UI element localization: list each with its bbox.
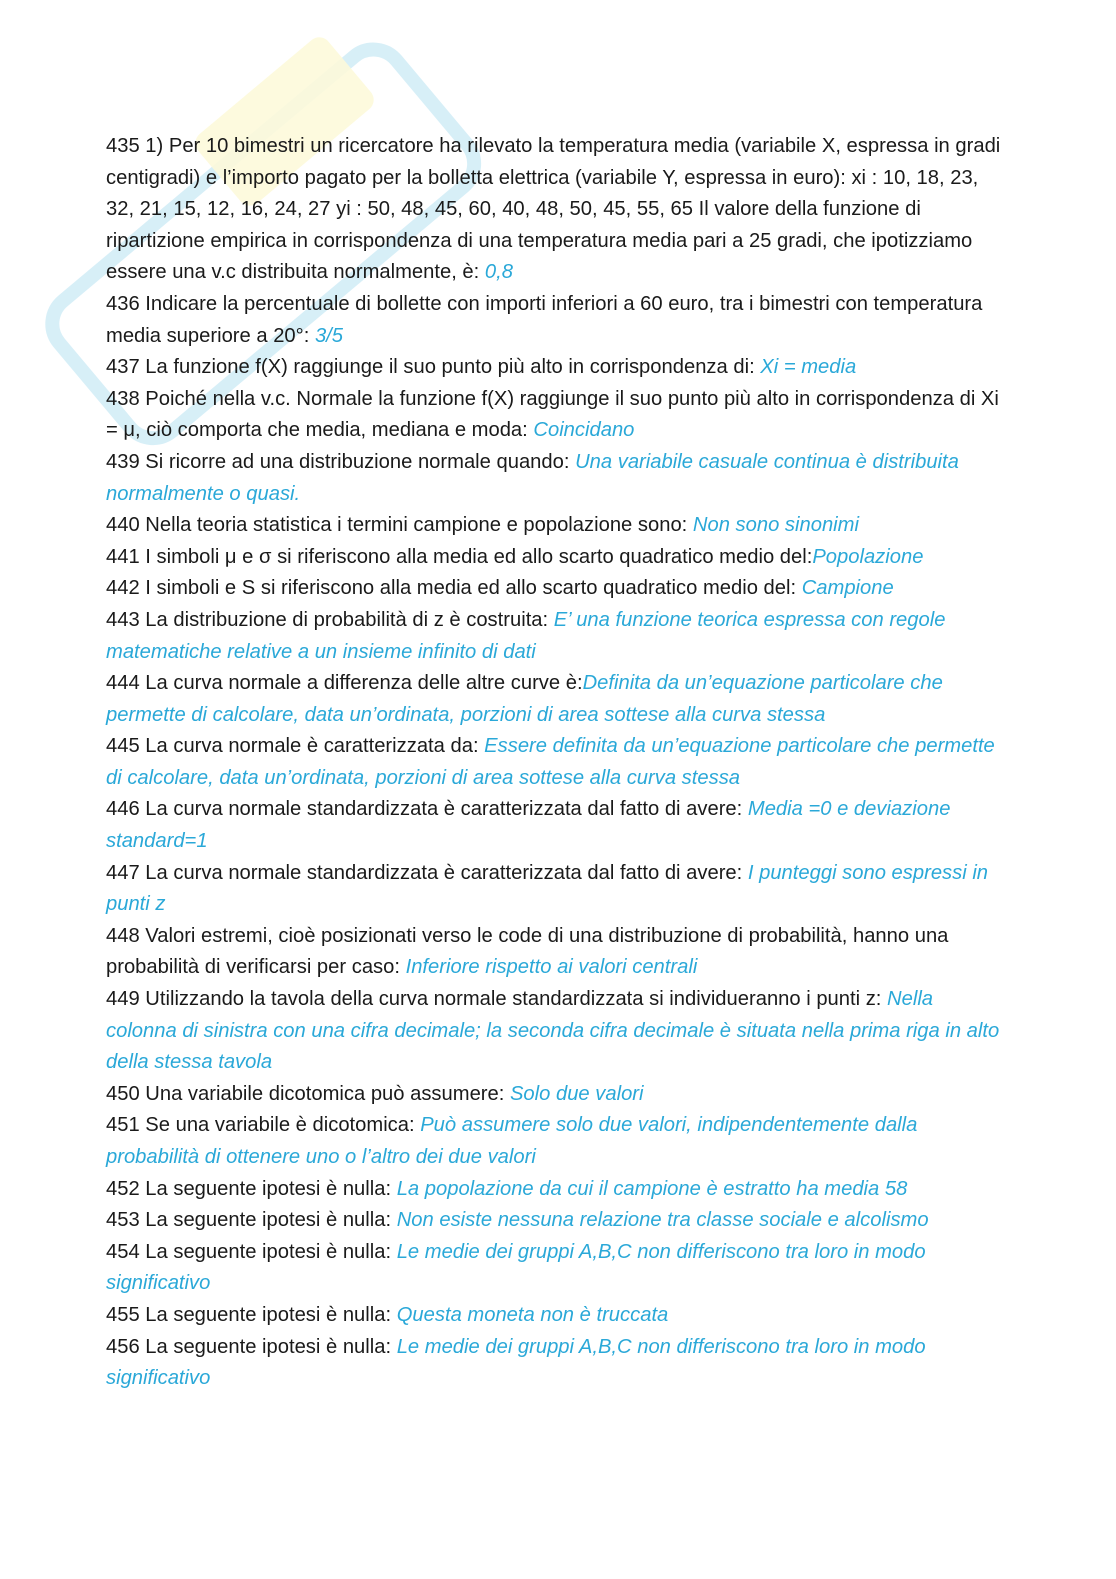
question-text: 435 1) Per 10 bimestri un ricercatore ha rilevato la temperatura media (variabile X, espressa in gradi centigradi) e l’importo pagato per la bolletta elettrica (variabile Y, espressa in euro): xi : 10, 18, 23, 32, 21, 15, 12, 16, 24, 27 yi : 50, 48, 45, 60, 40, 48, 50, 45, 55, 65 Il valore della funzione di ripartizione empirica in corrispondenza di una temperatura media pari a 25 gradi, che ipotizziamo essere una v.c distribuita normalmente, è:: [106, 135, 1001, 284]
answer-text: Definita da un’equazione particolare che permette di calcolare, data un’ordinata, porzioni di area sottese alla curva stessa: [106, 672, 943, 726]
qa-list: [106, 131, 1006, 1395]
answer-text: 3/5: [314, 324, 344, 347]
qa-item: [106, 542, 1006, 574]
qa-item: [106, 1205, 1006, 1237]
question-text: 453 La seguente ipotesi è nulla:: [106, 1209, 397, 1232]
answer-text: Nella colonna di sinistra con una cifra decimale; la seconda cifra decimale è situata nella prima riga in alto della stessa tavola: [106, 988, 1000, 1074]
answer-text: E’ una funzione teorica espressa con regole matematiche relative a un insieme infinito di dati: [106, 608, 946, 663]
answer-text: Popolazione: [812, 545, 924, 568]
qa-item: [106, 573, 1006, 605]
qa-item: [106, 1079, 1006, 1111]
question-text: 454 La seguente ipotesi è nulla:: [106, 1240, 397, 1263]
qa-item: [106, 384, 1006, 447]
answer-text: I punteggi sono espressi in punti z: [106, 861, 989, 916]
qa-item: [106, 1332, 1006, 1395]
qa-item: [106, 731, 1006, 794]
question-text: 452 La seguente ipotesi è nulla:: [106, 1177, 397, 1200]
question-text: 437 La funzione f(X) raggiunge il suo punto più alto in corrispondenza di:: [106, 356, 761, 379]
qa-item: [106, 1237, 1006, 1300]
answer-text: Le medie dei gruppi A,B,C non differiscono tra loro in modo significativo: [106, 1335, 926, 1390]
qa-item: [106, 605, 1006, 668]
question-text: 438 Poiché nella v.c. Normale la funzione f(X) raggiunge il suo punto più alto in corrispondenza di Xi = μ, ciò comporta che media, mediana e moda:: [106, 387, 999, 442]
qa-item: [106, 131, 1006, 289]
answer-text: Può assumere solo due valori, indipendentemente dalla probabilità di ottenere uno o l’altro dei due valori: [106, 1114, 918, 1168]
question-text: 442 I simboli e S si riferiscono alla media ed allo scarto quadratico medio del:: [106, 577, 802, 600]
question-text: 444 La curva normale a differenza delle altre curve è:: [106, 672, 583, 695]
question-text: 456 La seguente ipotesi è nulla:: [106, 1335, 397, 1358]
question-text: 450 Una variabile dicotomica può assumere:: [106, 1082, 510, 1105]
answer-text: Solo due valori: [509, 1082, 644, 1105]
question-text: 446 La curva normale standardizzata è caratterizzata dal fatto di avere:: [106, 798, 748, 821]
answer-text: 0,8: [484, 261, 513, 284]
qa-item: [106, 1300, 1006, 1332]
answer-text: Non esiste nessuna relazione tra classe sociale e alcolismo: [396, 1209, 929, 1232]
answer-text: Media =0 e deviazione standard=1: [106, 798, 951, 853]
question-text: 447 La curva normale standardizzata è caratterizzata dal fatto di avere:: [106, 861, 748, 884]
qa-item: [106, 668, 1006, 731]
answer-text: Coincidano: [533, 419, 635, 442]
qa-item: [106, 794, 1006, 857]
question-text: 448 Valori estremi, cioè posizionati verso le code di una distribuzione di probabilità, hanno una probabilità di verificarsi per caso:: [106, 924, 949, 979]
question-text: 440 Nella teoria statistica i termini campione e popolazione sono:: [106, 514, 693, 537]
qa-item: [106, 1110, 1006, 1173]
question-text: 441 I simboli μ e σ si riferiscono alla media ed allo scarto quadratico medio del:: [106, 545, 813, 568]
qa-item: [106, 1174, 1006, 1206]
qa-item: [106, 289, 1006, 352]
question-text: 436 Indicare la percentuale di bollette con importi inferiori a 60 euro, tra i bimestri con temperatura media superiore a 20°:: [106, 292, 983, 347]
answer-text: La popolazione da cui il campione è estratto ha media 58: [396, 1177, 908, 1200]
qa-item: [106, 352, 1006, 384]
answer-text: Essere definita da un’equazione particolare che permette di calcolare, data un’ordinata, porzioni di area sottese alla curva stessa: [106, 735, 995, 789]
answer-text: Le medie dei gruppi A,B,C non differiscono tra loro in modo significativo: [106, 1240, 926, 1295]
question-text: 451 Se una variabile è dicotomica:: [106, 1114, 421, 1137]
question-text: 445 La curva normale è caratterizzata da:: [106, 735, 485, 758]
qa-item: [106, 858, 1006, 921]
answer-text: Inferiore rispetto ai valori centrali: [405, 956, 698, 979]
question-text: 439 Si ricorre ad una distribuzione normale quando:: [106, 450, 576, 473]
qa-item: [106, 447, 1006, 510]
question-text: 455 La seguente ipotesi è nulla:: [106, 1303, 397, 1326]
answer-text: Campione: [801, 577, 894, 600]
question-text: 443 La distribuzione di probabilità di z è costruita:: [106, 608, 554, 631]
qa-item: [106, 921, 1006, 984]
answer-text: Non sono sinonimi: [692, 514, 859, 537]
qa-item: [106, 510, 1006, 542]
question-text: 449 Utilizzando la tavola della curva normale standardizzata si individueranno i punti z:: [106, 988, 888, 1011]
answer-text: Questa moneta non è truccata: [396, 1303, 669, 1326]
answer-text: Xi = media: [760, 356, 857, 379]
qa-item: [106, 984, 1006, 1079]
answer-text: Una variabile casuale continua è distribuita normalmente o quasi.: [106, 450, 959, 505]
